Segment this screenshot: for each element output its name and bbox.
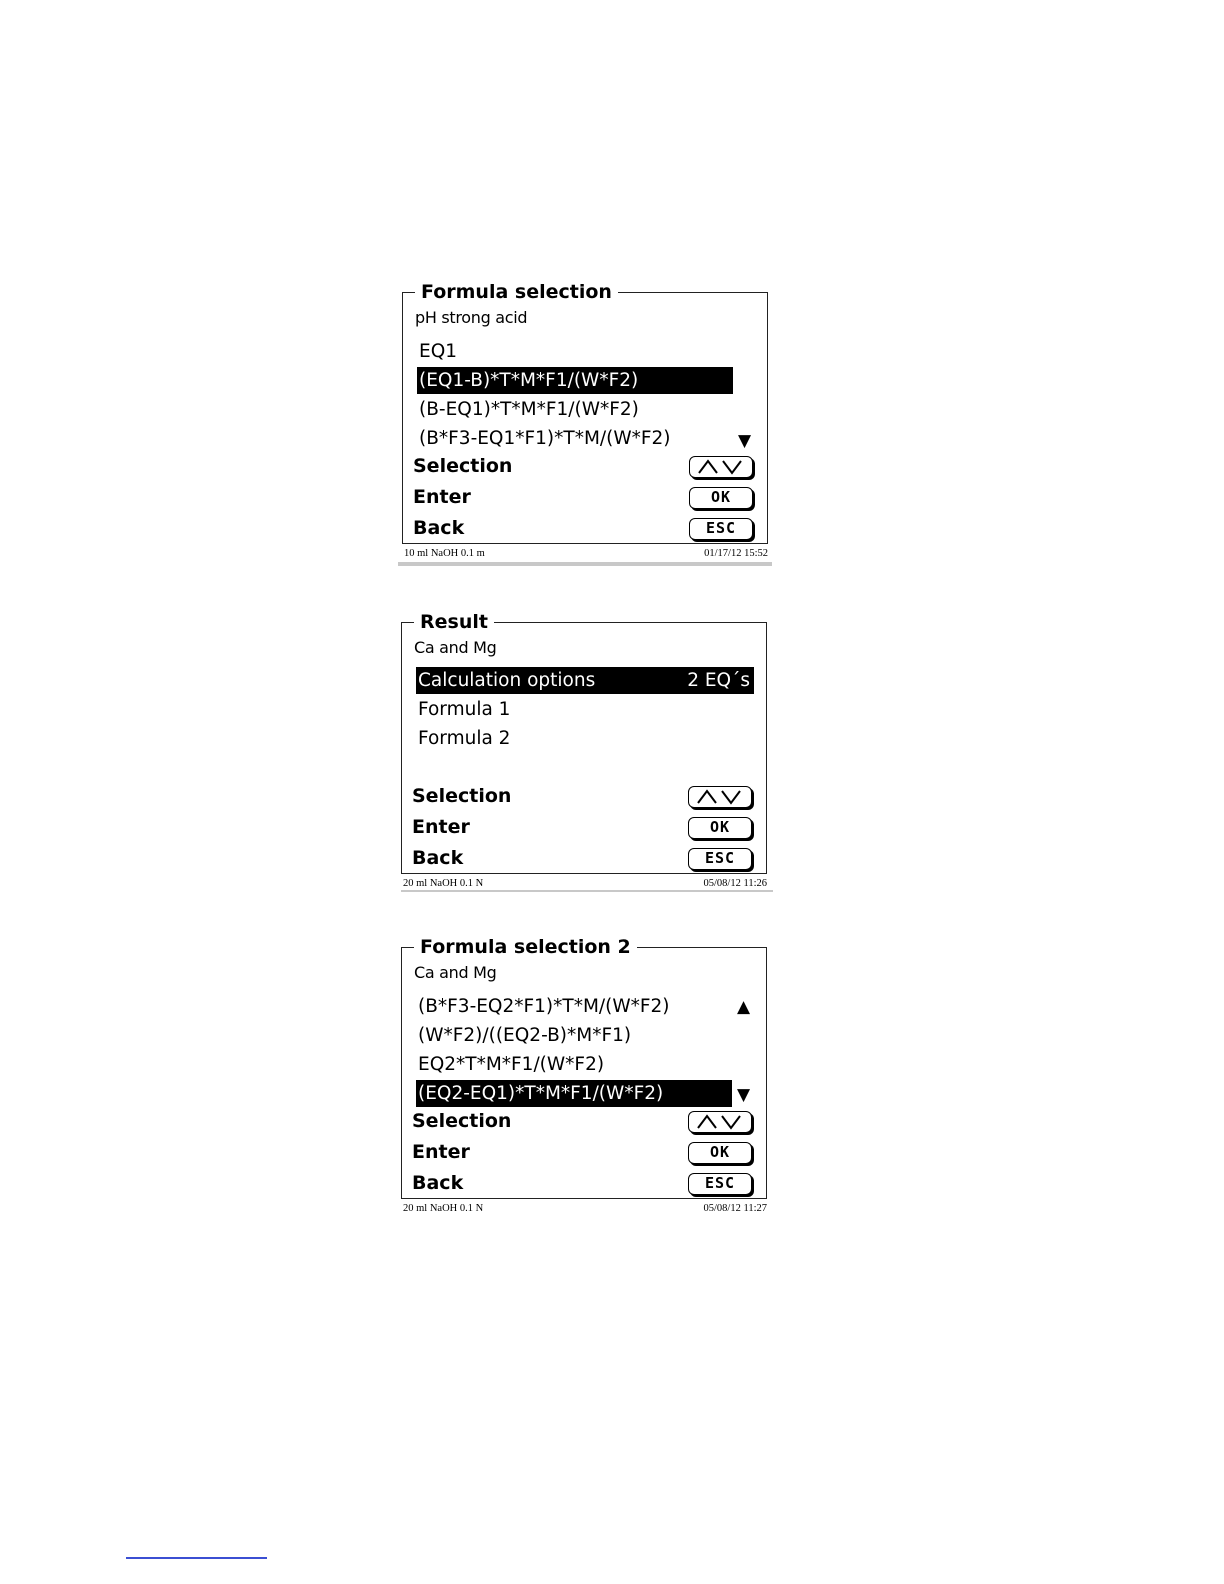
esc-button[interactable]: ESC: [688, 848, 752, 870]
up-down-icon: [694, 1113, 746, 1130]
ok-button[interactable]: OK: [689, 487, 753, 509]
footnote-rule: [126, 1557, 267, 1559]
screen-frame: [401, 936, 767, 1199]
screen-frame: [402, 281, 768, 544]
status-divider: [398, 562, 772, 566]
list-item[interactable]: (B-EQ1)*T*M*F1/(W*F2): [419, 399, 639, 420]
back-label: Back: [412, 1172, 464, 1194]
screen-title: Result: [414, 611, 494, 633]
back-label: Back: [413, 517, 465, 539]
up-down-button[interactable]: [688, 1111, 752, 1133]
selection-label: Selection: [412, 1110, 512, 1132]
formula-selection-screen: [402, 281, 778, 568]
scroll-down-icon: ▼: [737, 1085, 751, 1105]
status-timestamp: 05/08/12 11:26: [703, 878, 767, 889]
list-item[interactable]: EQ1: [419, 341, 458, 362]
list-item-value: 2 EQ´s: [687, 670, 750, 691]
status-method: 20 ml NaOH 0.1 N: [403, 878, 484, 889]
up-down-button[interactable]: [688, 786, 752, 808]
list-item[interactable]: EQ2*T*M*F1/(W*F2): [418, 1054, 605, 1075]
screen-title: Formula selection: [415, 281, 618, 303]
formula-1-item[interactable]: Formula 1: [418, 699, 511, 720]
up-down-icon: [695, 458, 747, 475]
ok-button[interactable]: OK: [688, 817, 752, 839]
formula-selection-2-screen: [401, 936, 777, 1217]
list-item[interactable]: (B*F3-EQ1*F1)*T*M/(W*F2): [419, 428, 671, 449]
status-timestamp: 05/08/12 11:27: [703, 1203, 767, 1214]
list-item-selected[interactable]: (EQ2-EQ1)*T*M*F1/(W*F2): [416, 1080, 732, 1107]
screen-subtitle: Ca and Mg: [414, 963, 497, 982]
screen-subtitle: Ca and Mg: [414, 638, 497, 657]
back-label: Back: [412, 847, 464, 869]
status-divider: [401, 890, 773, 892]
scroll-up-icon: ▲: [737, 997, 751, 1017]
list-item[interactable]: (W*F2)/((EQ2-B)*M*F1): [418, 1025, 632, 1046]
up-down-icon: [694, 788, 746, 805]
scroll-down-icon: ▼: [738, 431, 752, 451]
calculation-options-item[interactable]: [416, 667, 754, 694]
screen-title: Formula selection 2: [414, 936, 637, 958]
screen-frame: [401, 611, 767, 874]
formula-2-item[interactable]: Formula 2: [418, 728, 511, 749]
esc-button[interactable]: ESC: [689, 518, 753, 540]
enter-label: Enter: [412, 816, 470, 838]
list-item-label: Calculation options: [418, 670, 596, 691]
selection-label: Selection: [412, 785, 512, 807]
up-down-button[interactable]: [689, 456, 753, 478]
status-method: 20 ml NaOH 0.1 N: [403, 1203, 484, 1214]
status-timestamp: 01/17/12 15:52: [704, 548, 768, 559]
selection-label: Selection: [413, 455, 513, 477]
status-method: 10 ml NaOH 0.1 m: [404, 548, 485, 559]
result-screen: [401, 611, 777, 892]
list-item[interactable]: (B*F3-EQ2*F1)*T*M/(W*F2): [418, 996, 670, 1017]
ok-button[interactable]: OK: [688, 1142, 752, 1164]
enter-label: Enter: [413, 486, 471, 508]
enter-label: Enter: [412, 1141, 470, 1163]
list-item-selected[interactable]: (EQ1-B)*T*M*F1/(W*F2): [417, 367, 733, 394]
screen-subtitle: pH strong acid: [415, 308, 528, 327]
esc-button[interactable]: ESC: [688, 1173, 752, 1195]
